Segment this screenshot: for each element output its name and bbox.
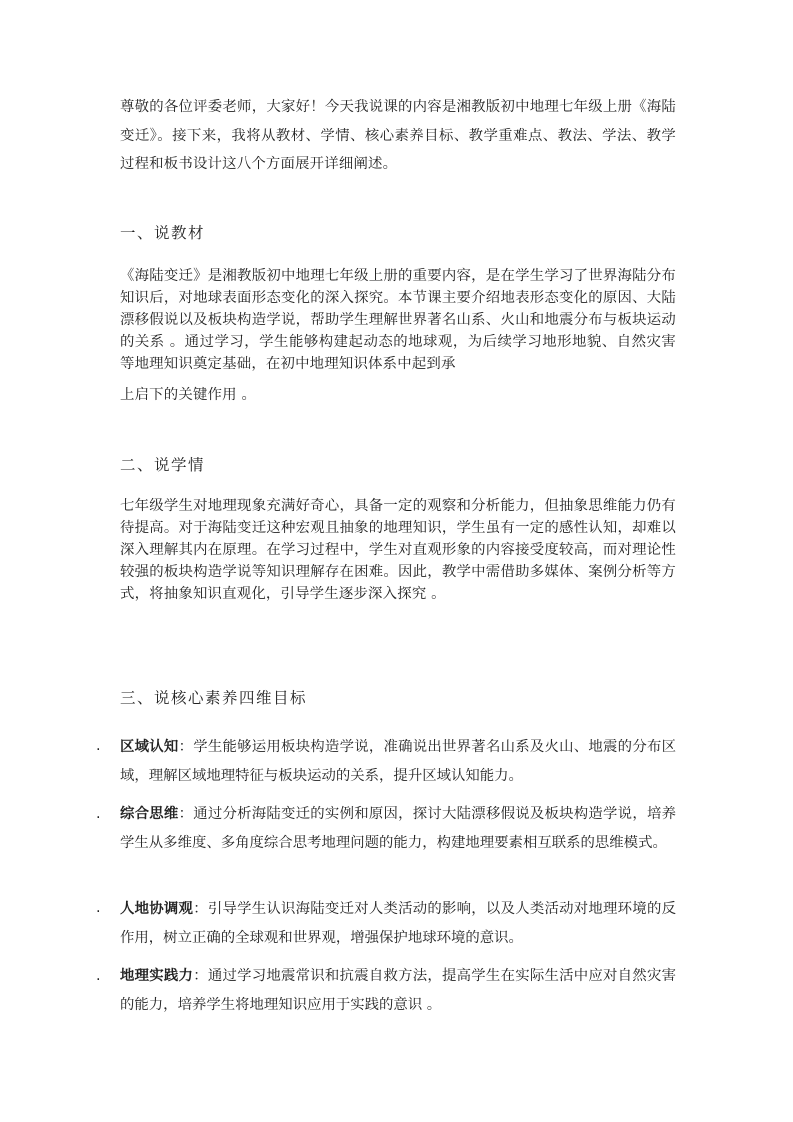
section-body-textbook: 《海陆变迁》是湘教版初中地理七年级上册的重要内容，是在学生学习了世界海陆分布知识后，对地球表面形态变化的深入探究。本节课主要介绍地表形态变化的原因、大陆漂移假说以及板块构造学说，帮助学生理解世界著名山系、火山和地震分布与板块运动的关系 。通过学习，学生能够构建起动态的地球观，为后续学习地形地貌、自然灾害等地理知识奠定基础，在初中地理知识体系中起到承 [120,268,676,372]
section-body-students: 七年级学生对地理现象充满好奇心，具备一定的观察和分析能力，但抽象思维能力仍有待提高。对于海陆变迁这种宏观且抽象的地理知识，学生虽有一定的感性认知，却难以深入理解其内在原理。在学习过程中，学生对直观形象的内容接受度较高，而对理论性较强的板块构造学说等知识理解存在困难。因此，教学中需借助多媒体、案例分析等方式，将抽象知识直观化，引导学生逐步深入探究 。 [120,498,676,602]
intro-paragraph: 尊敬的各位评委老师，大家好！今天我说课的内容是湘教版初中地理七年级上册《海陆变迁》。接下来，我将从教材、学情、核心素养目标、教学重难点、教法、学法、教学过程和板书设计这八个方面展开详细阐述。 [120,99,676,172]
objective-term: 综合思维 [120,805,179,822]
section-heading-textbook: 一、说教材 [120,224,206,242]
objective-item-human-earth [120,895,676,952]
objective-text: ：引导学生认识海陆变迁对人类活动的影响，以及人类活动对地理环境的反作用，树立正确的全球观和世界观，增强保护地球环境的意识。 [120,901,676,946]
objective-bullet: . [96,738,101,754]
objective-item-integrated [120,800,676,857]
objective-text: ：通过分析海陆变迁的实例和原因，探讨大陆漂移假说及板块构造学说，培养学生从多维度、多角度综合思考地理问题的能力，构建地理要素相互联系的思维模式。 [120,806,676,851]
section-heading-objectives: 三、说核心素养四维目标 [120,689,308,707]
section-body-textbook-tail: 上启下的关键作用 。 [120,387,257,403]
objective-term: 人地协调观 [120,900,194,917]
objective-bullet: . [96,900,101,916]
section-heading-students: 二、说学情 [120,456,206,474]
objective-item-practice [120,962,676,1019]
objective-text: ：学生能够运用板块构造学说，准确说出世界著名山系及火山、地震的分布区域，理解区域地理特征与板块运动的关系，提升区域认知能力。 [120,739,676,784]
objective-term: 区域认知 [120,738,179,755]
objective-text: ：通过学习地震常识和抗震自救方法，提高学生在实际生活中应对自然灾害的能力，培养学生将地理知识应用于实践的意识 。 [120,968,676,1013]
objective-bullet: . [96,806,101,822]
objective-term: 地理实践力 [120,967,194,984]
objective-bullet: . [96,968,101,984]
objective-item-regional [120,733,676,790]
